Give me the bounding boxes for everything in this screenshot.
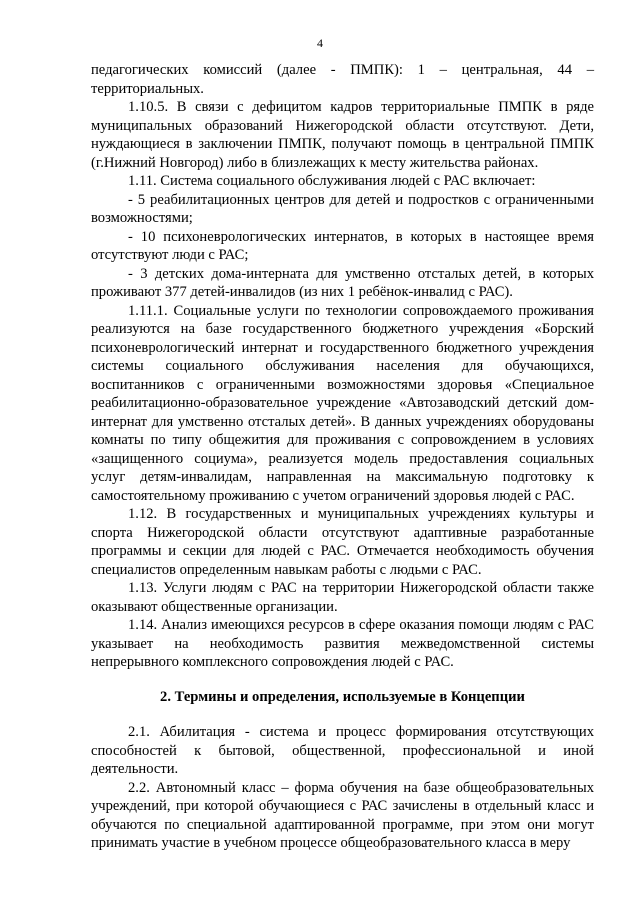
definition-2-1: 2.1. Абилитация - система и процесс формирования отсутствующих способностей к бытовой, общественной, профессиональной и иной деятельности. — [91, 724, 594, 777]
section-heading: 2. Термины и определения, используемые в Концепции — [160, 688, 525, 705]
paragraph-1-13: 1.13. Услуги людям с РАС на территории Нижегородской области также оказывают общественные организации. — [91, 580, 594, 615]
definition-2-2: 2.2. Автономный класс – форма обучения на базе общеобразовательных учреждений, при которой обучающиеся с РАС зачислены в отдельный класс и обучаются по специальной адаптированной программе, при этом они могут принимать участие в учебном процессе общеобразовательного класса в меру — [91, 779, 594, 851]
list-item-rehab-centers: - 5 реабилитационных центров для детей и подростков с ограниченными возможностями; — [91, 191, 594, 226]
paragraph-commissions: педагогических комиссий (далее - ПМПК): 1 – центральная, 44 – территориальных. — [91, 62, 594, 97]
paragraph-1-11: 1.11. Система социального обслуживания людей с РАС включает: — [128, 173, 536, 189]
list-item-children-homes: - 3 детских дома-интерната для умственно отсталых детей, в которых проживают 377 детей-инвалидов (из них 1 ребёнок-инвалид с РАС). — [91, 265, 594, 300]
list-item-psycho-internats: - 10 психоневрологических интернатов, в которых в настоящее время отсутствуют люди с РАС; — [91, 228, 594, 263]
document-body — [91, 61, 594, 853]
paragraph-1-14: 1.14. Анализ имеющихся ресурсов в сфере оказания помощи людям с РАС указывает на необходимость развития межведомственной системы непрерывного комплексного сопровождения людей с РАС. — [91, 617, 594, 670]
paragraph-1-10-5: 1.10.5. В связи с дефицитом кадров территориальные ПМПК в ряде муниципальных образований Нижегородской области отсутствуют. Дети, нуждающиеся в заключении ПМПК, получают помощь в центральной ПМПК (г.Нижний Новгород) либо в близлежащих к месту жительства районах. — [91, 99, 594, 171]
page-number: 4 — [317, 36, 323, 50]
paragraph-1-11-1: 1.11.1. Социальные услуги по технологии сопровождаемого проживания реализуются на базе государственного бюджетного учреждения «Борский психоневрологический интернат и государственного бюджетного учреждения системы социального обслуживания населения для обучающихся, воспитанников с ограниченными возможностями здоровья «Специальное реабилитационно-образовательное учреждение «Автозаводский детский дом-интернат для умственно отсталых детей». В данных учреждениях оборудованы комнаты по типу общежития для проживания с сопровождением в условиях «защищенного социума», реализуется модель предоставления социальных услуг детям-инвалидам, направленная на максимальную подготовку к самостоятельному проживанию с учетом ограничений здоровья людей с РАС. — [91, 302, 594, 504]
paragraph-1-12: 1.12. В государственных и муниципальных учреждениях культуры и спорта Нижегородской области отсутствуют адаптивные разработанные программы и секции для людей с РАС. Отмечается необходимость обучения специалистов определенным навыкам работы с людьми с РАС. — [91, 506, 594, 578]
